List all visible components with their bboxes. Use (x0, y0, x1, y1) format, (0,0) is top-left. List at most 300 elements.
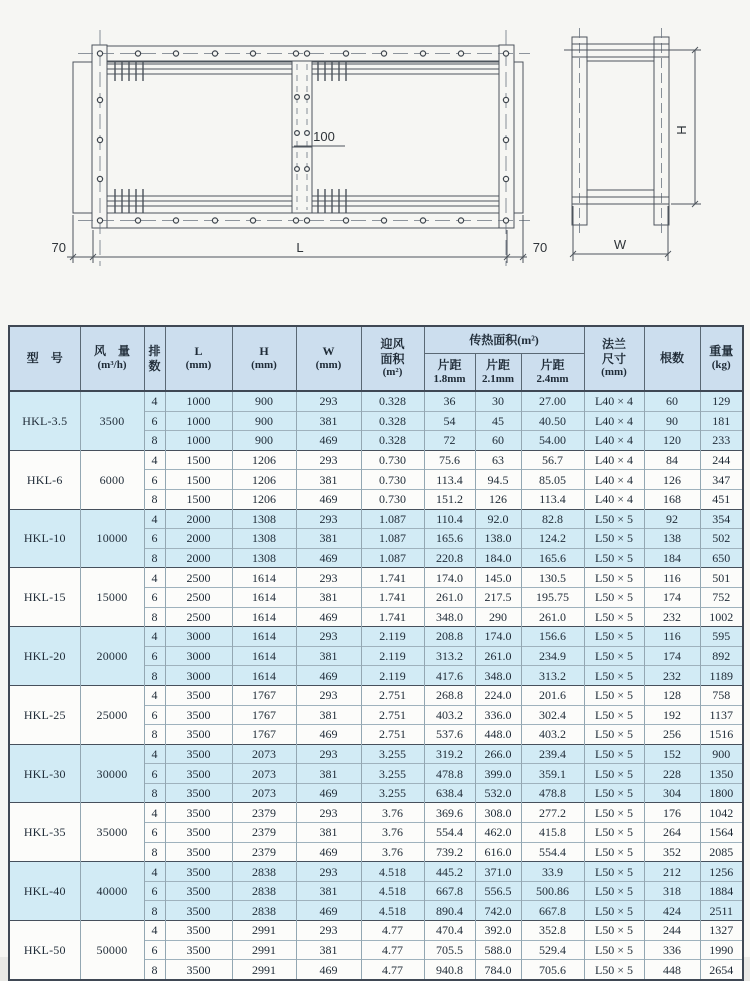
spec-cell: 145.0 (475, 568, 521, 588)
spec-cell: 900 (232, 431, 296, 451)
left-flange (92, 45, 107, 228)
spec-cell: 3500 (165, 725, 232, 745)
spec-cell: 1327 (700, 921, 743, 941)
spec-cell: 1500 (165, 450, 232, 470)
spec-cell: 3500 (165, 960, 232, 980)
spec-cell: 1.741 (361, 587, 424, 607)
spec-cell: L50 × 5 (584, 627, 644, 647)
spec-cell: 381 (296, 764, 361, 784)
width-unit: (mm) (315, 359, 342, 372)
spec-cell: 92.0 (475, 509, 521, 529)
spec-cell: 6 (144, 823, 165, 843)
spec-cell: 293 (296, 450, 361, 470)
col-header-model (9, 326, 80, 391)
spec-cell: 116 (644, 627, 700, 647)
spec-cell: 293 (296, 391, 361, 411)
table-row (9, 921, 743, 941)
spec-cell: 126 (475, 489, 521, 509)
spec-cell: 293 (296, 568, 361, 588)
spec-cell: 232 (644, 666, 700, 686)
spec-cell: 1000 (165, 411, 232, 431)
spec-cell: 217.5 (475, 587, 521, 607)
spec-cell: 8 (144, 725, 165, 745)
spec-cell: 138.0 (475, 529, 521, 549)
spec-cell: 1767 (232, 725, 296, 745)
spec-cell: 92 (644, 509, 700, 529)
airflow-cell: 25000 (80, 685, 144, 744)
pitch3-value: 2.4mm (536, 372, 569, 385)
spec-cell: 1.741 (361, 607, 424, 627)
spec-cell: 6 (144, 705, 165, 725)
col-header-airflow (80, 326, 144, 391)
spec-cell: 8 (144, 431, 165, 451)
spec-cell: 268.8 (424, 685, 475, 705)
spec-cell: 138 (644, 529, 700, 549)
spec-cell: 1350 (700, 764, 743, 784)
spec-cell: 2.751 (361, 705, 424, 725)
spec-cell: 304 (644, 783, 700, 803)
spec-cell: 4 (144, 627, 165, 647)
spec-cell: 318 (644, 881, 700, 901)
pitch1-value: 1.8mm (433, 372, 466, 385)
spec-cell: 705.6 (521, 960, 584, 980)
spec-cell: L40 × 4 (584, 489, 644, 509)
spec-cell: 3500 (165, 705, 232, 725)
spec-cell: L50 × 5 (584, 666, 644, 686)
spec-cell: 417.6 (424, 666, 475, 686)
col-header-tube-count: 根数 (644, 326, 700, 391)
airflow-unit: (m³/h) (97, 359, 127, 372)
spec-cell: L50 × 5 (584, 509, 644, 529)
spec-cell: 6 (144, 881, 165, 901)
spec-cell: 3500 (165, 803, 232, 823)
spec-cell: 1767 (232, 685, 296, 705)
model-cell: HKL-25 (9, 685, 80, 744)
spec-cell: 469 (296, 960, 361, 980)
spec-cell: 3500 (165, 842, 232, 862)
spec-cell: 1800 (700, 783, 743, 803)
spec-cell: 1614 (232, 568, 296, 588)
col-header-length (165, 326, 232, 391)
spec-cell: 195.75 (521, 587, 584, 607)
right-flange (499, 45, 514, 228)
spec-cell: 352.8 (521, 921, 584, 941)
spec-cell: 6 (144, 587, 165, 607)
spec-cell: 302.4 (521, 705, 584, 725)
spec-cell: 1308 (232, 529, 296, 549)
spec-cell: 1500 (165, 470, 232, 490)
spec-cell: 3500 (165, 823, 232, 843)
spec-cell: 4.518 (361, 862, 424, 882)
spec-cell: 3.255 (361, 783, 424, 803)
spec-cell: 900 (232, 391, 296, 411)
front-view (52, 30, 548, 266)
spec-cell: 1.087 (361, 548, 424, 568)
spec-cell: L50 × 5 (584, 744, 644, 764)
spec-cell: 2500 (165, 568, 232, 588)
spec-cell: 3.76 (361, 823, 424, 843)
spec-cell: 4.77 (361, 921, 424, 941)
spec-cell: 469 (296, 607, 361, 627)
spec-cell: 469 (296, 842, 361, 862)
spec-cell: 3500 (165, 764, 232, 784)
spec-cell: L50 × 5 (584, 685, 644, 705)
spec-cell: 6 (144, 646, 165, 666)
spec-cell: 4 (144, 685, 165, 705)
model-cell: HKL-10 (9, 509, 80, 568)
spec-cell: 4.77 (361, 940, 424, 960)
spec-cell: 403.2 (424, 705, 475, 725)
spec-cell: 224.0 (475, 685, 521, 705)
spec-cell: 1189 (700, 666, 743, 686)
table-row (9, 744, 743, 764)
spec-cell: 371.0 (475, 862, 521, 882)
spec-cell: 1614 (232, 587, 296, 607)
spec-cell: 1564 (700, 823, 743, 843)
airflow-cell: 3500 (80, 391, 144, 450)
spec-cell: 1500 (165, 489, 232, 509)
spec-cell: 239.4 (521, 744, 584, 764)
spec-cell: 120 (644, 431, 700, 451)
spec-cell: 293 (296, 744, 361, 764)
spec-cell: 6 (144, 529, 165, 549)
spec-cell: 1614 (232, 646, 296, 666)
spec-cell: 30 (475, 391, 521, 411)
spec-cell: 1308 (232, 509, 296, 529)
spec-cell: 165.6 (424, 529, 475, 549)
spec-cell: 2.119 (361, 627, 424, 647)
spec-cell: 381 (296, 411, 361, 431)
spec-cell: 126 (644, 470, 700, 490)
spec-cell: 8 (144, 607, 165, 627)
side-view (564, 28, 701, 261)
col-header-model-label: 型 号 (26, 351, 63, 366)
spec-cell: 4 (144, 862, 165, 882)
spec-cell: 234.9 (521, 646, 584, 666)
spec-cell: 110.4 (424, 509, 475, 529)
model-cell: HKL-30 (9, 744, 80, 803)
spec-cell: L40 × 4 (584, 431, 644, 451)
model-cell: HKL-40 (9, 862, 80, 921)
col-header-rows (144, 326, 165, 391)
spec-cell: 6 (144, 940, 165, 960)
spec-cell: 369.6 (424, 803, 475, 823)
airflow-cell: 20000 (80, 627, 144, 686)
spec-cell: 448 (644, 960, 700, 980)
spec-cell: 1000 (165, 391, 232, 411)
spec-cell: 156.6 (521, 627, 584, 647)
airflow-cell: 10000 (80, 509, 144, 568)
spec-cell: 3000 (165, 666, 232, 686)
spec-cell: 4 (144, 803, 165, 823)
spec-cell: 2085 (700, 842, 743, 862)
spec-cell: 448.0 (475, 725, 521, 745)
spec-cell: 261.0 (475, 646, 521, 666)
spec-cell: 184 (644, 548, 700, 568)
height-label: H (259, 344, 269, 359)
spec-cell: 228 (644, 764, 700, 784)
spec-cell: 381 (296, 705, 361, 725)
spec-cell: 8 (144, 842, 165, 862)
spec-cell: 667.8 (424, 881, 475, 901)
spec-cell: 2.119 (361, 666, 424, 686)
spec-cell: 0.328 (361, 431, 424, 451)
spec-cell: 595 (700, 627, 743, 647)
spec-cell: 293 (296, 685, 361, 705)
col-header-weight (700, 326, 743, 391)
spec-cell: 208.8 (424, 627, 475, 647)
spec-cell: 232 (644, 607, 700, 627)
spec-cell: L50 × 5 (584, 529, 644, 549)
spec-cell: 3500 (165, 921, 232, 941)
length-unit: (mm) (185, 359, 212, 372)
spec-cell: L50 × 5 (584, 881, 644, 901)
spec-cell: 293 (296, 509, 361, 529)
col-header-flange (584, 326, 644, 391)
spec-table-body (9, 391, 743, 980)
spec-cell: 900 (700, 744, 743, 764)
spec-cell: 2073 (232, 744, 296, 764)
drawing-svg (0, 0, 750, 315)
spec-cell: 75.6 (424, 450, 475, 470)
spec-cell: 3.76 (361, 803, 424, 823)
spec-cell: 1206 (232, 489, 296, 509)
spec-cell: 94.5 (475, 470, 521, 490)
spec-cell: 381 (296, 646, 361, 666)
spec-cell: 537.6 (424, 725, 475, 745)
spec-cell: 2.751 (361, 685, 424, 705)
table-row (9, 862, 743, 882)
spec-cell: 165.6 (521, 548, 584, 568)
windward-label-1: 迎风 (380, 337, 405, 352)
spec-cell: 3500 (165, 862, 232, 882)
spec-cell: 60 (644, 391, 700, 411)
spec-cell: 293 (296, 627, 361, 647)
spec-cell: 72 (424, 431, 475, 451)
spec-cell: 8 (144, 901, 165, 921)
spec-cell: 381 (296, 529, 361, 549)
col-header-heat-area: 传热面积(m²) (424, 326, 584, 354)
spec-cell: 2838 (232, 862, 296, 882)
spec-cell: 3500 (165, 940, 232, 960)
spec-cell: 40.50 (521, 411, 584, 431)
col-header-windward-area (361, 326, 424, 391)
spec-cell: 54.00 (521, 431, 584, 451)
spec-cell: L50 × 5 (584, 587, 644, 607)
spec-cell: 4 (144, 568, 165, 588)
spec-cell: 129 (700, 391, 743, 411)
spec-cell: 529.4 (521, 940, 584, 960)
spec-cell: 4.77 (361, 960, 424, 980)
airflow-cell: 50000 (80, 921, 144, 980)
spec-cell: 54 (424, 411, 475, 431)
spec-cell: 469 (296, 666, 361, 686)
spec-cell: 3500 (165, 901, 232, 921)
spec-cell: 392.0 (475, 921, 521, 941)
spec-cell: 739.2 (424, 842, 475, 862)
spec-cell: 1.087 (361, 529, 424, 549)
flange-label-2: 尺寸 (601, 351, 626, 366)
rows-label-2: 数 (148, 358, 161, 373)
pitch2-label: 片距 (485, 357, 510, 372)
spec-cell: 890.4 (424, 901, 475, 921)
spec-cell: 293 (296, 921, 361, 941)
spec-cell: 6 (144, 470, 165, 490)
windward-label-2: 面积 (380, 351, 405, 366)
spec-cell: 381 (296, 940, 361, 960)
spec-cell: 0.730 (361, 450, 424, 470)
spec-cell: 6 (144, 411, 165, 431)
spec-cell: 192 (644, 705, 700, 725)
rows-label-1: 排 (148, 343, 161, 358)
spec-cell: 244 (700, 450, 743, 470)
spec-cell: 469 (296, 901, 361, 921)
spec-cell: 4 (144, 744, 165, 764)
spec-cell: 1614 (232, 666, 296, 686)
spec-cell: 588.0 (475, 940, 521, 960)
spec-cell: L40 × 4 (584, 411, 644, 431)
height-unit: (mm) (251, 359, 277, 372)
spec-cell: L40 × 4 (584, 470, 644, 490)
spec-cell: 1516 (700, 725, 743, 745)
spec-cell: 1000 (165, 431, 232, 451)
dim-label-W: W (613, 237, 627, 252)
spec-cell: 130.5 (521, 568, 584, 588)
spec-cell: 752 (700, 587, 743, 607)
spec-cell: 2.751 (361, 725, 424, 745)
spec-cell: 403.2 (521, 725, 584, 745)
spec-cell: 1884 (700, 881, 743, 901)
spec-cell: 415.8 (521, 823, 584, 843)
spec-cell: 308.0 (475, 803, 521, 823)
spec-cell: 84 (644, 450, 700, 470)
spec-cell: 1002 (700, 607, 743, 627)
spec-cell: 469 (296, 489, 361, 509)
spec-cell: 2.119 (361, 646, 424, 666)
spec-cell: 3500 (165, 744, 232, 764)
weight-unit: (kg) (711, 359, 731, 372)
spec-cell: L50 × 5 (584, 548, 644, 568)
airflow-cell: 30000 (80, 744, 144, 803)
spec-cell: 27.00 (521, 391, 584, 411)
spec-cell: 152 (644, 744, 700, 764)
spec-cell: 1614 (232, 607, 296, 627)
pitch3-label: 片距 (540, 357, 565, 372)
spec-cell: 451 (700, 489, 743, 509)
spec-cell: 0.730 (361, 470, 424, 490)
spec-cell: 2000 (165, 529, 232, 549)
spec-cell: 1.741 (361, 568, 424, 588)
model-cell: HKL-20 (9, 627, 80, 686)
spec-cell: 3.76 (361, 842, 424, 862)
spec-cell: 2073 (232, 783, 296, 803)
col-header-height (232, 326, 296, 391)
airflow-cell: 6000 (80, 450, 144, 509)
side-centerlines (580, 28, 662, 233)
spec-cell: 3500 (165, 783, 232, 803)
spec-cell: 3500 (165, 881, 232, 901)
spec-cell: 352 (644, 842, 700, 862)
spec-cell: 113.4 (424, 470, 475, 490)
spec-cell: 85.05 (521, 470, 584, 490)
flange-label-1: 法兰 (601, 337, 626, 352)
airflow-cell: 15000 (80, 568, 144, 627)
spec-cell: 174.0 (424, 568, 475, 588)
spec-cell: 1308 (232, 548, 296, 568)
spec-cell: 554.4 (424, 823, 475, 843)
spec-cell: 399.0 (475, 764, 521, 784)
spec-cell: 220.8 (424, 548, 475, 568)
spec-cell: 2991 (232, 960, 296, 980)
spec-cell: L50 × 5 (584, 921, 644, 941)
spec-cell: 940.8 (424, 960, 475, 980)
spec-cell: 381 (296, 470, 361, 490)
spec-cell: 3.255 (361, 764, 424, 784)
spec-cell: 256 (644, 725, 700, 745)
col-header-pitch-1.8 (424, 354, 475, 392)
spec-cell: L50 × 5 (584, 764, 644, 784)
spec-cell: 266.0 (475, 744, 521, 764)
spec-cell: 469 (296, 783, 361, 803)
spec-cell: L50 × 5 (584, 705, 644, 725)
model-cell: HKL-35 (9, 803, 80, 862)
spec-cell: 354 (700, 509, 743, 529)
spec-cell: 212 (644, 862, 700, 882)
spec-cell: 532.0 (475, 783, 521, 803)
spec-cell: 381 (296, 587, 361, 607)
spec-cell: 174 (644, 587, 700, 607)
spec-cell: 554.4 (521, 842, 584, 862)
spec-cell: 4 (144, 509, 165, 529)
spec-cell: L50 × 5 (584, 803, 644, 823)
dim-label-70-right: 70 (532, 240, 548, 255)
spec-cell: 116 (644, 568, 700, 588)
spec-cell: 293 (296, 803, 361, 823)
spec-cell: 277.2 (521, 803, 584, 823)
spec-cell: 758 (700, 685, 743, 705)
spec-cell: 0.328 (361, 411, 424, 431)
dim-label-H: H (674, 125, 689, 135)
spec-cell: 2991 (232, 940, 296, 960)
spec-cell: 124.2 (521, 529, 584, 549)
dim-label-100: 100 (313, 129, 335, 144)
spec-cell: 501 (700, 568, 743, 588)
spec-cell: 1.087 (361, 509, 424, 529)
weight-label: 重量 (709, 344, 734, 359)
spec-cell: 2838 (232, 881, 296, 901)
spec-cell: 3500 (165, 685, 232, 705)
spec-cell: 36 (424, 391, 475, 411)
spec-cell: L50 × 5 (584, 960, 644, 980)
spec-cell: 2379 (232, 842, 296, 862)
spec-cell: 1767 (232, 705, 296, 725)
spec-cell: 1990 (700, 940, 743, 960)
spec-cell: 1256 (700, 862, 743, 882)
spec-cell: L40 × 4 (584, 450, 644, 470)
spec-cell: 56.7 (521, 450, 584, 470)
spec-cell: 45 (475, 411, 521, 431)
table-row (9, 450, 743, 470)
spec-cell: 348.0 (424, 607, 475, 627)
spec-cell: 8 (144, 960, 165, 980)
pitch2-value: 2.1mm (481, 372, 515, 385)
spec-cell: 478.8 (424, 764, 475, 784)
spec-cell: 892 (700, 646, 743, 666)
spec-cell: 1137 (700, 705, 743, 725)
spec-cell: 2500 (165, 587, 232, 607)
spec-cell: 151.2 (424, 489, 475, 509)
table-header (9, 326, 743, 391)
